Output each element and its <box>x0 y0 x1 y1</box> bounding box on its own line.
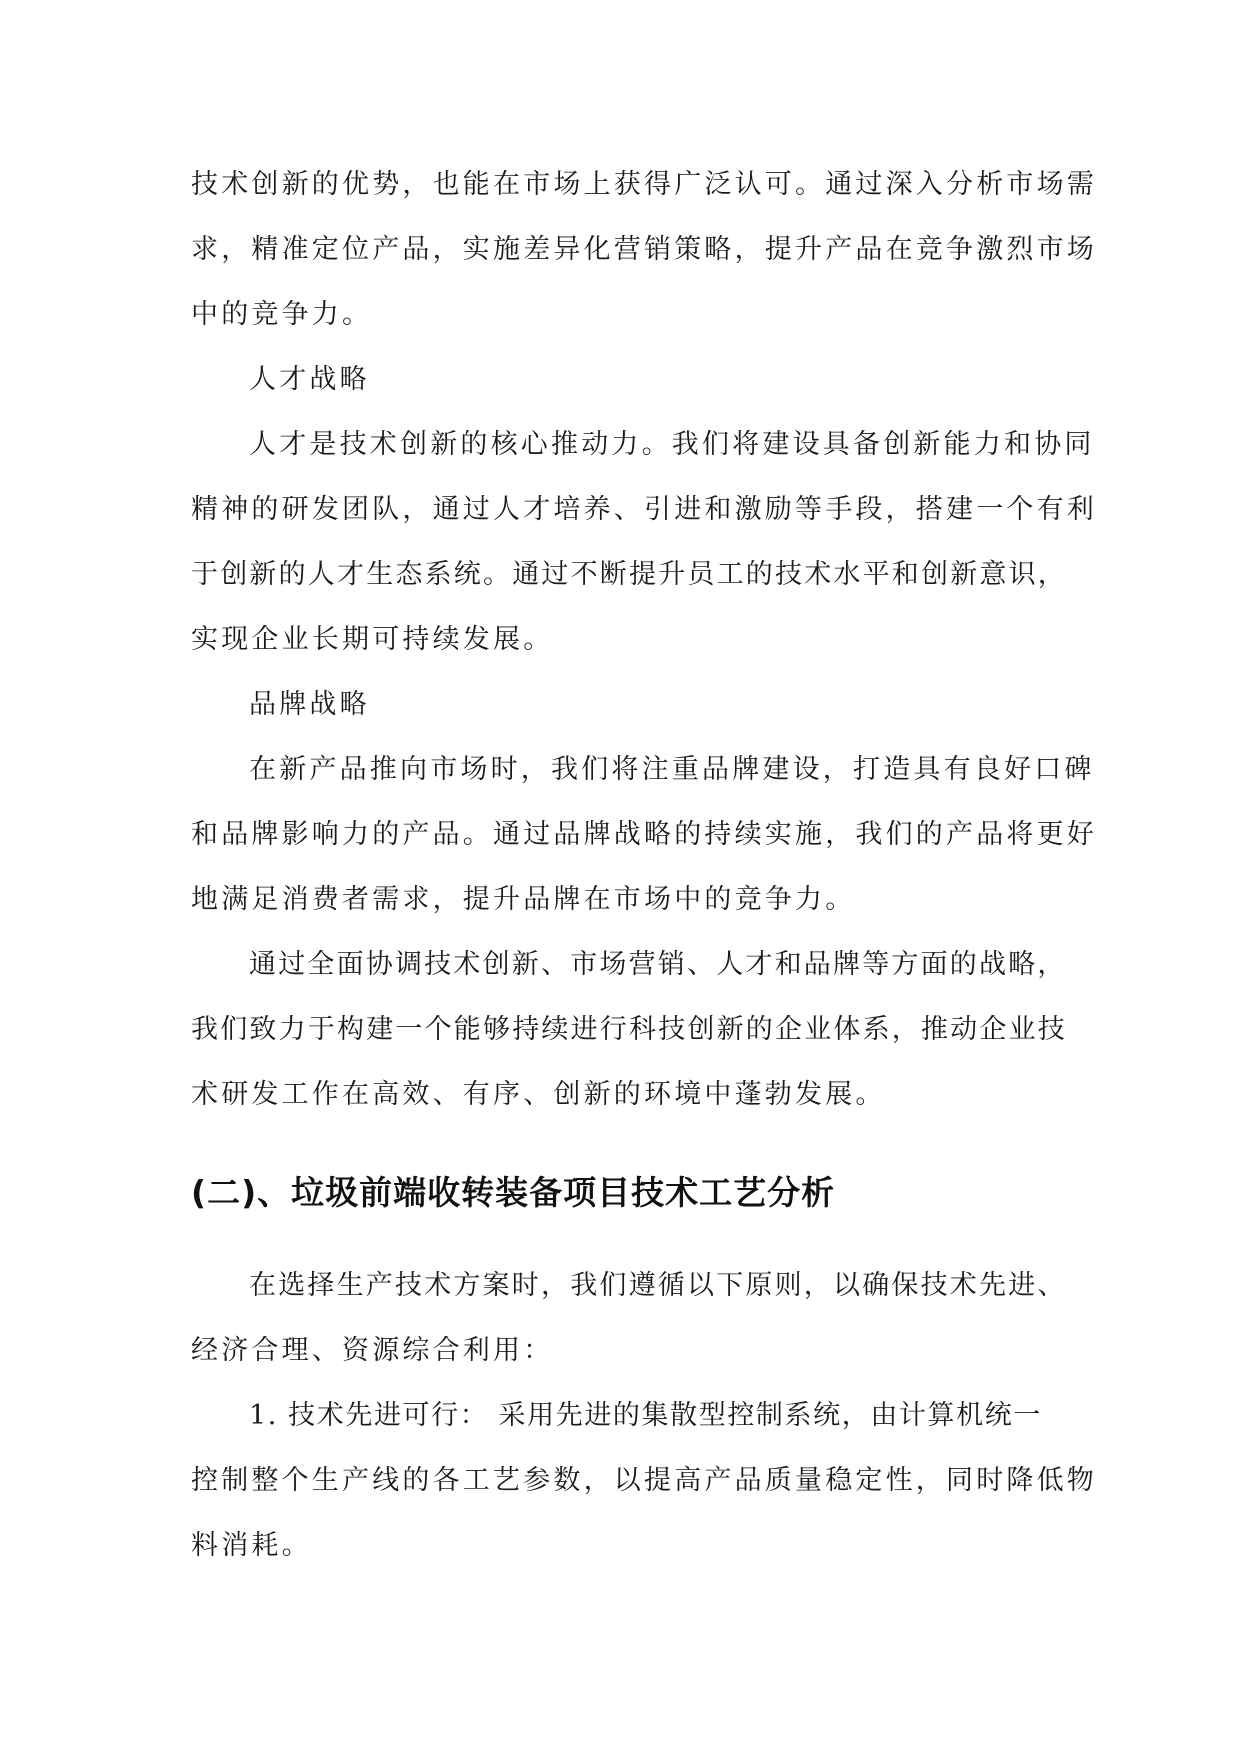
text-line: 在选择生产技术方案时，我们遵循以下原则，以确保技术先进、 <box>249 1270 1067 1301</box>
text-line: 通过全面协调技术创新、市场营销、人才和品牌等方面的战略， <box>249 949 1067 980</box>
text-line: 中的竞争力。 <box>191 299 373 330</box>
text-line: 在新产品推向市场时，我们将注重品牌建设，打造具有良好口碑 <box>249 754 1095 785</box>
document-body <box>191 152 1097 1578</box>
text-line: 人才是技术创新的核心推动力。我们将建设具备创新能力和协同 <box>249 429 1095 460</box>
text-line: 于创新的人才生态系统。通过不断提升员工的技术水平和创新意识， <box>191 559 1067 590</box>
text-line: 料消耗。 <box>191 1530 312 1561</box>
text-line: 术研发工作在高效、有序、创新的环境中蓬勃发展。 <box>191 1079 886 1110</box>
text-line: 我们致力于构建一个能够持续进行科技创新的企业体系，推动企业技 <box>191 1014 1067 1045</box>
text-line: 实现企业长期可持续发展。 <box>191 624 554 655</box>
text-line: 经济合理、资源综合利用： <box>191 1335 554 1366</box>
text-line: 精神的研发团队，通过人才培养、引进和激励等手段，搭建一个有利 <box>191 494 1097 525</box>
spacer <box>191 1225 1071 1253</box>
numbered-item-1: 1. 技术先进可行： 采用先进的集散型控制系统，由计算机统一 <box>249 1400 1042 1431</box>
text-line: 地满足消费者需求，提升品牌在市场中的竞争力。 <box>191 884 856 915</box>
section-heading: (二)、垃圾前端收转装备项目技术工艺分析 <box>191 1173 836 1212</box>
text-line: 控制整个生产线的各工艺参数，以提高产品质量稳定性，同时降低物 <box>191 1465 1097 1496</box>
text-line: 和品牌影响力的产品。通过品牌战略的持续实施，我们的产品将更好 <box>191 819 1097 850</box>
text-line: 求，精准定位产品，实施差异化营销策略，提升产品在竞争激烈市场 <box>191 234 1097 265</box>
text-line: 技术创新的优势，也能在市场上获得广泛认可。通过深入分析市场需 <box>191 169 1097 200</box>
subheading-talent-strategy: 人才战略 <box>249 364 370 395</box>
subheading-brand-strategy: 品牌战略 <box>249 689 370 720</box>
